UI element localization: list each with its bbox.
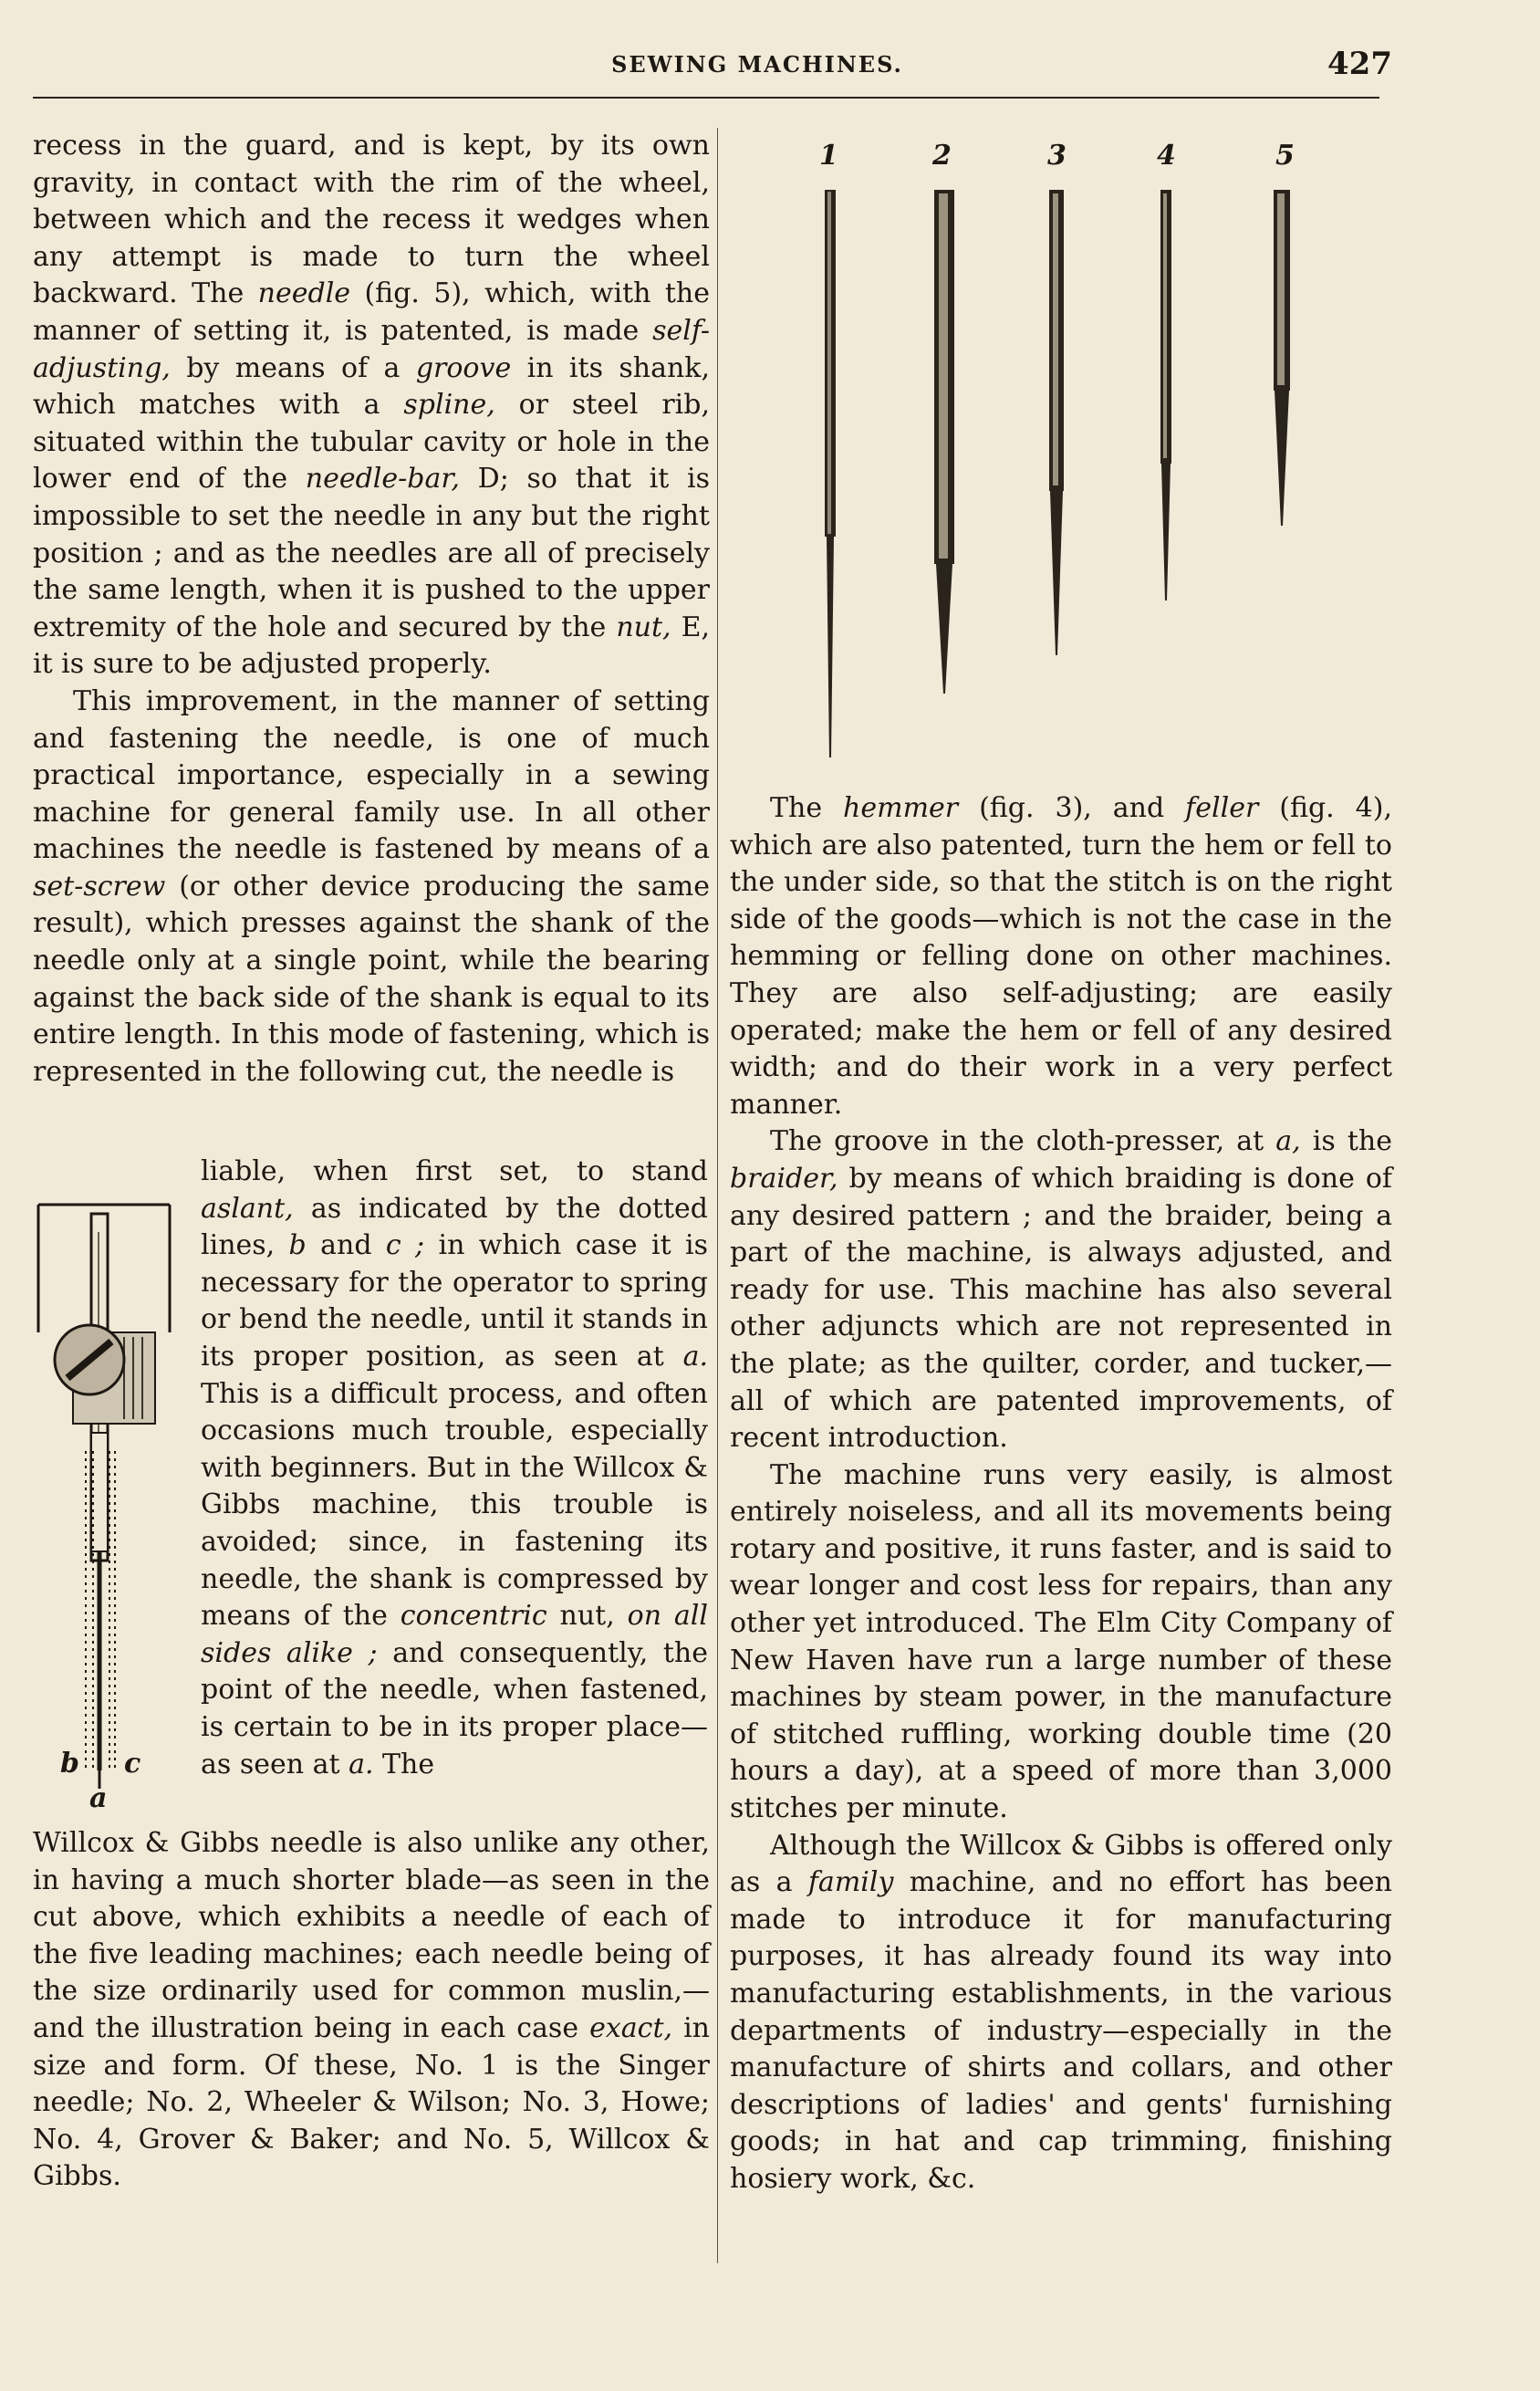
needle-1 xyxy=(825,190,836,757)
header-rule xyxy=(33,97,1379,99)
paragraph-needle: recess in the guard, and is kept, by its own gravity, in contact with the rim of the wheel, between which and the recess it wedges when any attempt is made to turn the wheel backward. The needle (fig. 5), which, with the manner of setting it, is patented, is made self-adjusting, by means of a groove in its shank, which matches with a spline, or steel rib, situated within the tubular cavity or hole in the lower end of the needle-bar, D; so that it is impossible to set the needle in any but the right position ; and as the needles are all of precisely the same length, when it is pushed to the upper extremity of the hole and secured by the nut, E, it is sure to be adjusted properly. xyxy=(33,130,710,681)
needle-label-4: 4 xyxy=(1157,140,1176,172)
running-head: SEWING MACHINES. xyxy=(611,51,903,78)
wrapped-paragraph-text: liable, when first set, to stand aslant, as indicated by the dotted lines, b and c ; in which case it is necessary for the operator to spring or bend the needle, until it stands in its proper position, as seen at a. This is a difficult process, and often occasions much trouble, especially with beginners. But in the Willcox & Gibbs machine, this trouble is avoided; since, in fastening its needle, the shank is compressed by means of the concentric nut, on all sides alike ; and consequently, the point of the needle, when fastened, is certain to be in its proper place—as seen at a. The xyxy=(201,1155,708,1780)
set-screw-drawing xyxy=(55,1325,155,1424)
needle-label-1: 1 xyxy=(819,140,838,172)
label-c: c xyxy=(124,1748,141,1780)
paragraph-improvement: This improvement, in the manner of setting and fastening the needle, is one of much practical importance, especially in a sewing machine for general family use. In all other machines the needle is fastened by means of a set-screw (or other device producing the same result), which presses against the shank of the needle only at a single point, while the bearing against the back side of the shank is equal to its entire length. In this mode of fastening, which is represented in the following cut, the needle is xyxy=(33,684,710,1088)
paragraph-family: Although the Willcox & Gibbs is offered only as a family machine, and no effort has been made to introduce it for manufacturing purposes, it has already found its way into manufacturing establishments, in the various departments of industry—especially in the manufacture of shirts and collars, and other descriptions of ladies' and gents' furnishing goods; in hat and cap trimming, finishing hosiery work, &c. xyxy=(730,1829,1392,2195)
five-needles-illustration xyxy=(803,128,1332,785)
needle-2 xyxy=(934,190,954,694)
needle-label-2: 2 xyxy=(932,140,952,172)
needle-3 xyxy=(1049,190,1064,655)
page-number: 427 xyxy=(1327,46,1392,82)
needle-5 xyxy=(1274,190,1290,526)
paragraph-hemmer: The hemmer (fig. 3), and feller (fig. 4), which are also patented, turn the hem or fell to the under side, so that the stitch is on the right side of the goods—which is not the case in the hemming or felling done on other machines. They are also self-adjusting; are easily operated; make the hem or fell of any desired width; and do their work in a very perfect manner. xyxy=(730,792,1392,1121)
paragraph-braider: The groove in the cloth-presser, at a, is the braider, by means of which braiding is done of any desired pattern ; and the braider, being a part of the machine, is always adjusted, and ready for use. This machine has also several other adjuncts which are not represented in the plate; as the quilter, corder, and tucker,—all of which are patented improvements, of recent introduction. xyxy=(730,1125,1392,1455)
needles-figure xyxy=(803,128,1332,785)
needle-holder-illustration xyxy=(33,1177,197,1834)
paragraph-running: The machine runs very easily, is almost entirely noiseless, and all its movements being rotary and positive, it runs faster, and is said to wear longer and cost less for repairs, than any other yet introduced. The Elm City Company of New Haven have run a large number of these machines by steam power, in the manufacture of stitched ruffling, working double time (20 hours a day), at a speed of more than 3,000 stitches per minute. xyxy=(730,1458,1392,1825)
left-column xyxy=(33,128,710,1091)
column-divider xyxy=(717,128,718,2263)
needle-holder-figure xyxy=(33,1177,197,1834)
label-a: a xyxy=(89,1782,108,1814)
needle-4 xyxy=(1160,190,1171,600)
label-b: b xyxy=(60,1748,79,1780)
needle-label-5: 5 xyxy=(1275,140,1295,172)
paragraph-continuation: Willcox & Gibbs needle is also unlike any other, in having a much shorter blade—as seen in the cut above, which exhibits a needle of each of the five leading machines; each needle being of the size ordinarily used for common muslin,—and the illustration being in each case exact, in size and form. Of these, No. 1 is the Singer needle; No. 2, Wheeler & Wilson; No. 3, Howe; No. 4, Grover & Baker; and No. 5, Willcox & Gibbs. xyxy=(33,1827,710,2193)
right-column xyxy=(730,790,1392,2198)
needle-label-3: 3 xyxy=(1047,140,1067,172)
